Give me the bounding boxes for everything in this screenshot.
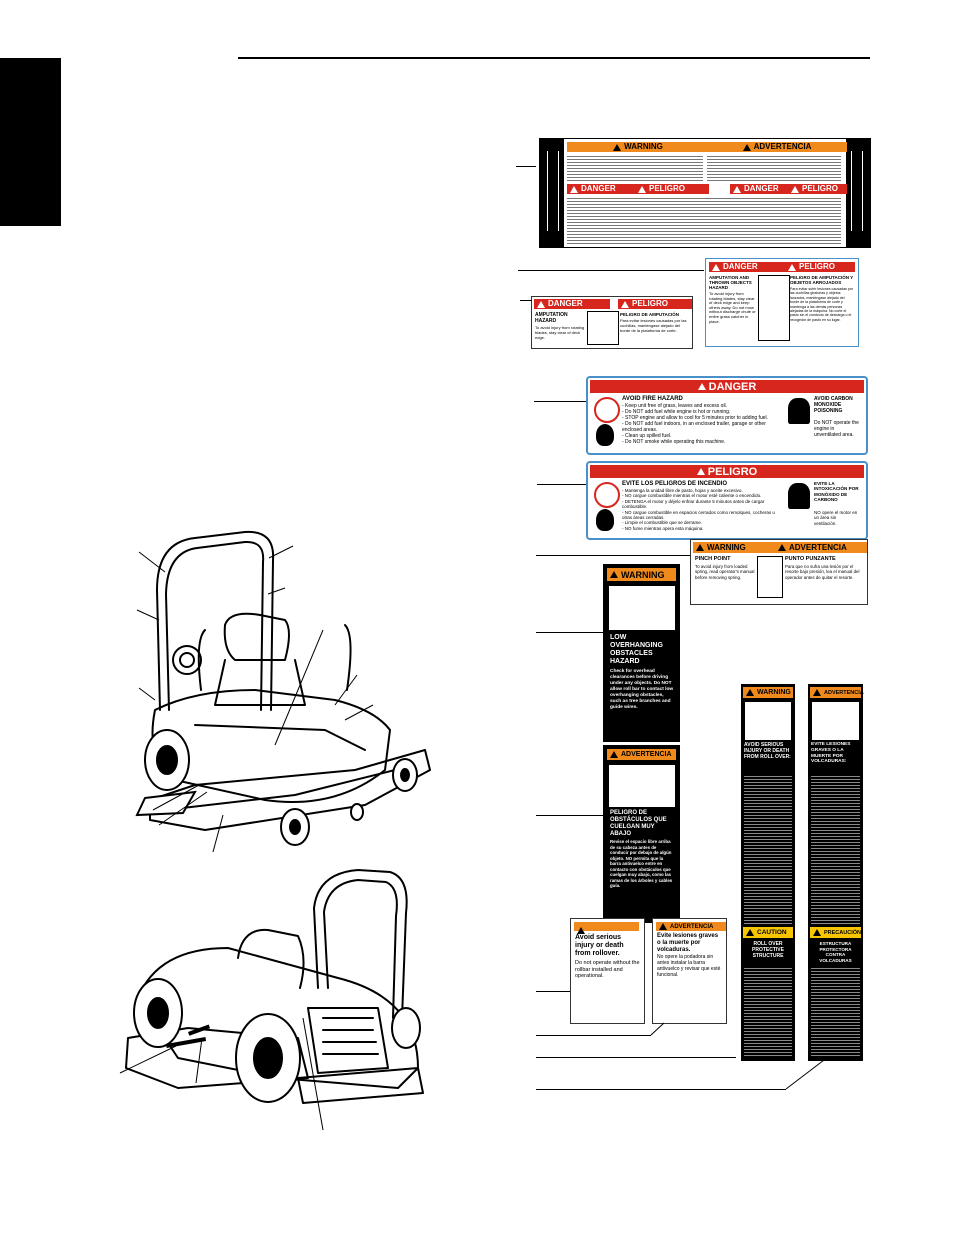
decal-amputation-thrown: [705, 258, 859, 347]
carbon-monoxide-icon: [788, 398, 810, 424]
seated-operator-rollbar-icon: [611, 983, 639, 1019]
long-warning-label: WARNING: [624, 142, 663, 151]
rollbar-branch-icon: [608, 764, 676, 808]
spring-hand-icon: [757, 556, 783, 598]
fire-en-line-2: - Do NOT add fuel while engine is hot or running.: [622, 409, 731, 415]
amp-thrown-en-title: AMPUTATION AND THROWN OBJECTS HAZARD: [709, 275, 752, 290]
rollover-tall-en-header: WARNING: [757, 688, 791, 696]
overhang-en-title: LOW OVERHANGING OBSTACLES HAZARD: [610, 634, 663, 665]
fire-es-line-1: - Mantenga la unidad libre de pasto, hojas y aceite excesivo.: [622, 488, 743, 493]
rollover-tall-es-title: EVITE LESIONES GRAVES O LA MUERTE POR VOLCADURAS:: [811, 742, 851, 765]
warning-triangle-icon: [743, 144, 751, 151]
pinch-advertencia: ADVERTENCIA: [789, 542, 847, 552]
carbon-monoxide-icon: [788, 483, 810, 509]
rollover-tall-es-caution: PRECAUCIÓN: [824, 929, 861, 936]
pinch-warning: WARNING: [707, 542, 746, 552]
decal-rollover-tall-en: [741, 684, 795, 1061]
decal-overhang-en: [603, 564, 680, 742]
pinch-es-body: Para que no sufra una lesión por el resorte bajo presión, lea el manual del operador antes de quitar el resorte.: [785, 564, 860, 580]
fire-es-line-2: - NO cargue combustible mientras el motor esté caliente o encendido.: [622, 493, 762, 499]
fire-en-co-title: AVOID CARBON MONOXIDE POISONING: [814, 396, 853, 414]
warning-triangle-icon: [613, 144, 621, 151]
fire-en-co-body: Do NOT operate the engine in unventilated area.: [814, 420, 859, 438]
amp-small-en-body: To avoid injury from rotating blades, stay clear of deck edge.: [535, 325, 585, 340]
fire-es-line-3: - DETENGA el motor y déjelo enfriar durante 5 minutos antes de cargar combustible.: [622, 498, 765, 510]
leader-line: [536, 555, 690, 556]
rollover-tall-es-header: ADVERTENCIA: [824, 689, 864, 696]
danger-triangle-icon: [698, 383, 706, 390]
overhang-en-header: WARNING: [621, 569, 665, 580]
leader-diagonals: [640, 1015, 870, 1095]
long-danger-label-2: DANGER: [744, 184, 779, 193]
mower-front-illustration: [135, 530, 440, 865]
fire-es-line-6: - NO fume mientras opera esta máquina.: [622, 525, 704, 531]
pinch-en-body: To avoid injury from loaded spring, read operator's manual before removing spring.: [695, 564, 755, 580]
fire-en-header: DANGER: [708, 380, 757, 393]
amp-thrown-es-title: PELIGRO DE AMPUTACIÓN Y OBJETOS ARROJADOS: [790, 275, 854, 285]
decal-rollover-small-en: [570, 918, 645, 1024]
fire-en-line-1: - Keep unit free of grass, leaves and excess oil.: [622, 403, 728, 409]
overhang-es-title: PELIGRO DE OBSTÁCULOS QUE CUELGAN MUY ABAJO: [610, 810, 667, 837]
leader-line: [536, 632, 603, 633]
rollover-icon: [744, 701, 792, 741]
warning-triangle-icon: [577, 927, 585, 934]
long-peligro-label-2: PELIGRO: [802, 184, 839, 193]
seated-operator-rollbar-icon: [693, 985, 721, 1019]
pinch-es-title: PUNTO PUNZANTE: [785, 556, 836, 562]
overhang-en-body: Check for overhead clearances before driving under any objects. Do NOT allow roll bar to contact low overhanging obstacles, such as tree branches and guide wires.: [610, 669, 674, 710]
amp-small-es-title: PELIGRO DE AMPUTACIÓN: [620, 312, 680, 317]
fire-en-title: AVOID FIRE HAZARD: [622, 396, 683, 402]
decal-long-panel: [539, 138, 871, 248]
overhang-es-body: Revise el espacio libre arriba de su cabeza antes de conducir por debajo de algún objeto. NO permita que la barra antivuelco entre en contacto con obstáculos que cuelgan muy abajo, como las ramas de los árboles y cables guía.: [610, 839, 673, 888]
amp-thrown-peligro: PELIGRO: [799, 262, 836, 271]
decal-rollover-tall-es: [808, 684, 863, 1061]
rollbar-branch-icon: [608, 585, 676, 631]
fire-es-line-5: - Limpie el combustible que se derrame.: [622, 520, 703, 526]
amp-small-en-title: AMPUTATION HAZARD: [535, 312, 568, 324]
amp-small-es-body: Para evitar lesiones causadas por las cuchillas, manténgase alejado del borde de la plataforma de corte.: [620, 318, 687, 333]
leader-line: [536, 991, 570, 992]
fire-es-title: EVITE LOS PELIGROS DE INCENDIO: [622, 481, 728, 487]
fire-en-line-3: - STOP engine and allow to cool for 5 minutes prior to adding fuel.: [622, 415, 769, 421]
leader-line: [537, 484, 586, 485]
blade-hand-icon: [587, 311, 619, 345]
pinch-en-title: PINCH POINT: [695, 556, 731, 562]
no-smoking-icon: [594, 482, 620, 508]
long-advertencia-label: ADVERTENCIA: [753, 142, 812, 151]
header-rule: [238, 57, 870, 59]
rollover-tall-en-caution: CAUTION: [757, 928, 787, 936]
fire-es-co-title: EVITE LA INTOXICACIÓN POR MONÓXIDO DE CARBONO: [814, 481, 859, 503]
amp-small-peligro: PELIGRO: [632, 299, 669, 308]
long-danger-label-1: DANGER: [581, 184, 616, 193]
decal-rollover-small-es: [652, 918, 727, 1024]
thrown-objects-icon: [758, 275, 790, 341]
fire-es-co-body: NO opere el motor en un área sin ventilación.: [814, 510, 858, 526]
fire-en-line-6: - Do NOT smoke while operating this machine.: [622, 439, 726, 445]
mower-rear-illustration: [118, 868, 438, 1138]
amp-thrown-es-body: Para evitar sufrir lesiones causadas por las cuchillas giratorias y objetos lanzados, manténgase alejado del borde de la plataforma de corte y mantenga a las demás personas alejadas de la máquina. No corte el pasto sin el conducto de descarga o el recogedor de pasto en su lugar.: [790, 287, 854, 322]
fire-es-header: PELIGRO: [707, 465, 758, 478]
amp-small-danger: DANGER: [548, 299, 583, 308]
rollover-small-en-title: Avoid serious injury or death from rollover.: [575, 934, 624, 957]
leader-line: [536, 1035, 651, 1036]
decal-fire-en: [586, 376, 868, 455]
leader-line: [516, 166, 536, 167]
flame-icon: [596, 424, 614, 446]
decal-amputation-small: [531, 296, 693, 349]
danger-triangle-icon: [537, 301, 545, 308]
no-smoking-icon: [594, 397, 620, 423]
rollover-small-es-title: Evite lesiones graves o la muerte por volcaduras.: [657, 933, 719, 953]
leader-line: [518, 270, 704, 271]
decal-pinch-point: [690, 539, 868, 605]
leader-line: [534, 401, 586, 402]
flame-icon: [596, 509, 614, 531]
amp-thrown-danger: DANGER: [723, 262, 758, 271]
rollover-small-en-body: Do not operate without the rollbar installed and operational.: [575, 960, 640, 979]
fire-en-line-4: - Do NOT add fuel indoors, in an enclosed trailer, garage or other enclosed areas.: [622, 421, 766, 433]
overhang-es-header: ADVERTENCIA: [621, 750, 672, 758]
fire-es-line-4: - NO cargue combustible en espacios cerrados como remolques, cocheras u otras áreas cerradas.: [622, 509, 775, 521]
rollover-icon: [811, 701, 860, 741]
leader-line: [520, 300, 532, 301]
fire-en-line-5: - Clean up spilled fuel.: [622, 433, 672, 439]
side-tab: [0, 58, 61, 226]
rollover-tall-en-title: AVOID SERIOUS INJURY OR DEATH FROM ROLL OVER:: [744, 742, 791, 760]
rollover-small-es-body: No opere la podadora sin antes instalar la barra antivuelco y revisar que esté funcional.: [657, 954, 721, 978]
amp-thrown-en-body: To avoid injury from rotating blades, stay clear of deck edge and keep others away. Do not mow without discharge chute or entire grass catcher in place.: [709, 291, 756, 324]
rollover-tall-es-caution-title: ESTRUCTURA PROTECTORA CONTRA VOLCADURAS: [819, 941, 852, 963]
leader-line: [536, 815, 603, 816]
rollover-tall-en-caution-title: ROLL OVER PROTECTIVE STRUCTURE: [752, 941, 784, 959]
decal-fire-es: [586, 461, 868, 540]
decal-overhang-es: [603, 745, 680, 923]
long-peligro-label-1: PELIGRO: [649, 184, 686, 193]
rollover-small-es-header: ADVERTENCIA: [670, 923, 714, 930]
